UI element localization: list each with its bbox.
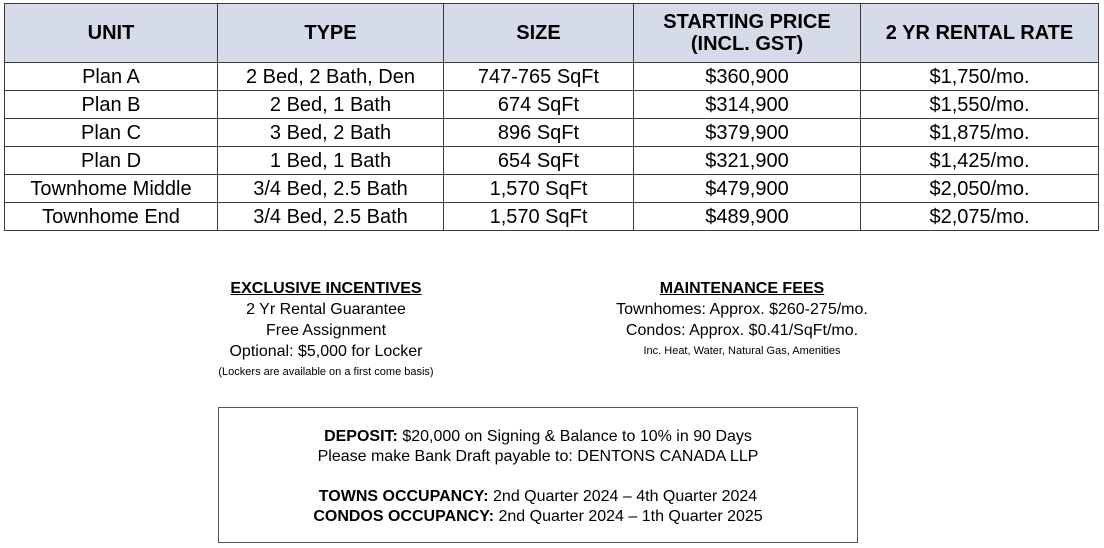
cell-price: $314,900 [634,91,861,119]
cell-size: 1,570 SqFt [444,203,634,231]
incentive-item: Optional: $5,000 for Locker [229,343,423,360]
towns-occupancy-text: 2nd Quarter 2024 – 4th Quarter 2024 [488,488,758,505]
cell-rental: $2,075/mo. [861,203,1099,231]
cell-price: $489,900 [634,203,861,231]
header-starting-price-line2: (INCL. GST) [690,33,804,55]
table-row [5,63,1099,91]
cell-type: 2 Bed, 1 Bath [218,91,444,119]
cell-price: $321,900 [634,147,861,175]
cell-unit: Townhome End [5,203,218,231]
cell-size: 674 SqFt [444,91,634,119]
cell-size: 654 SqFt [444,147,634,175]
table-row [5,91,1099,119]
table-row [5,203,1099,231]
spacer [219,467,857,487]
header-starting-price [634,4,861,63]
incentive-item: Free Assignment [265,322,387,339]
cell-unit: Townhome Middle [5,175,218,203]
towns-occupancy-line [219,487,857,507]
condos-occupancy-label: CONDOS OCCUPANCY: [313,508,495,525]
cell-rental: $1,425/mo. [861,147,1099,175]
cell-rental: $1,750/mo. [861,63,1099,91]
cell-unit: Plan A [5,63,218,91]
maintenance-fees-section [574,278,910,361]
table-header-row [5,4,1099,63]
cell-rental: $1,550/mo. [861,91,1099,119]
cell-unit: Plan C [5,119,218,147]
cell-type: 2 Bed, 2 Bath, Den [218,63,444,91]
deposit-line [219,427,857,447]
fee-item: Townhomes: Approx. $260-275/mo. [616,301,868,318]
cell-price: $479,900 [634,175,861,203]
incentive-item: 2 Yr Rental Guarantee [246,301,406,318]
cell-type: 3/4 Bed, 2.5 Bath [218,203,444,231]
cell-type: 3/4 Bed, 2.5 Bath [218,175,444,203]
header-size: SIZE [444,4,634,63]
fees-note: Inc. Heat, Water, Natural Gas, Amenities [643,345,841,357]
condos-occupancy-text: 2nd Quarter 2024 – 1th Quarter 2025 [494,508,763,525]
cell-size: 747-765 SqFt [444,63,634,91]
fees-title: MAINTENANCE FEES [659,280,825,297]
cell-rental: $1,875/mo. [861,119,1099,147]
table-row [5,175,1099,203]
header-type: TYPE [218,4,444,63]
cell-rental: $2,050/mo. [861,175,1099,203]
incentives-note: (Lockers are available on a first come basis) [218,366,434,378]
condos-occupancy-line [219,507,857,527]
table-row [5,147,1099,175]
towns-occupancy-label: TOWNS OCCUPANCY: [318,488,489,505]
header-unit: UNIT [5,4,218,63]
pricing-table [4,3,1099,231]
bank-draft-line: Please make Bank Draft payable to: DENTONS CANADA LLP [317,448,759,465]
cell-unit: Plan D [5,147,218,175]
cell-price: $360,900 [634,63,861,91]
cell-size: 1,570 SqFt [444,175,634,203]
incentives-title: EXCLUSIVE INCENTIVES [230,280,422,297]
fee-item: Condos: Approx. $0.41/SqFt/mo. [625,322,859,339]
header-rental-rate: 2 YR RENTAL RATE [861,4,1099,63]
table-row [5,119,1099,147]
cell-price: $379,900 [634,119,861,147]
deposit-text: $20,000 on Signing & Balance to 10% in 90 Days [397,428,752,445]
cell-size: 896 SqFt [444,119,634,147]
deposit-occupancy-box [218,407,858,543]
deposit-label: DEPOSIT: [324,428,398,445]
header-starting-price-line1: STARTING PRICE [663,11,831,33]
cell-type: 3 Bed, 2 Bath [218,119,444,147]
cell-unit: Plan B [5,91,218,119]
incentives-section [186,278,466,382]
cell-type: 1 Bed, 1 Bath [218,147,444,175]
